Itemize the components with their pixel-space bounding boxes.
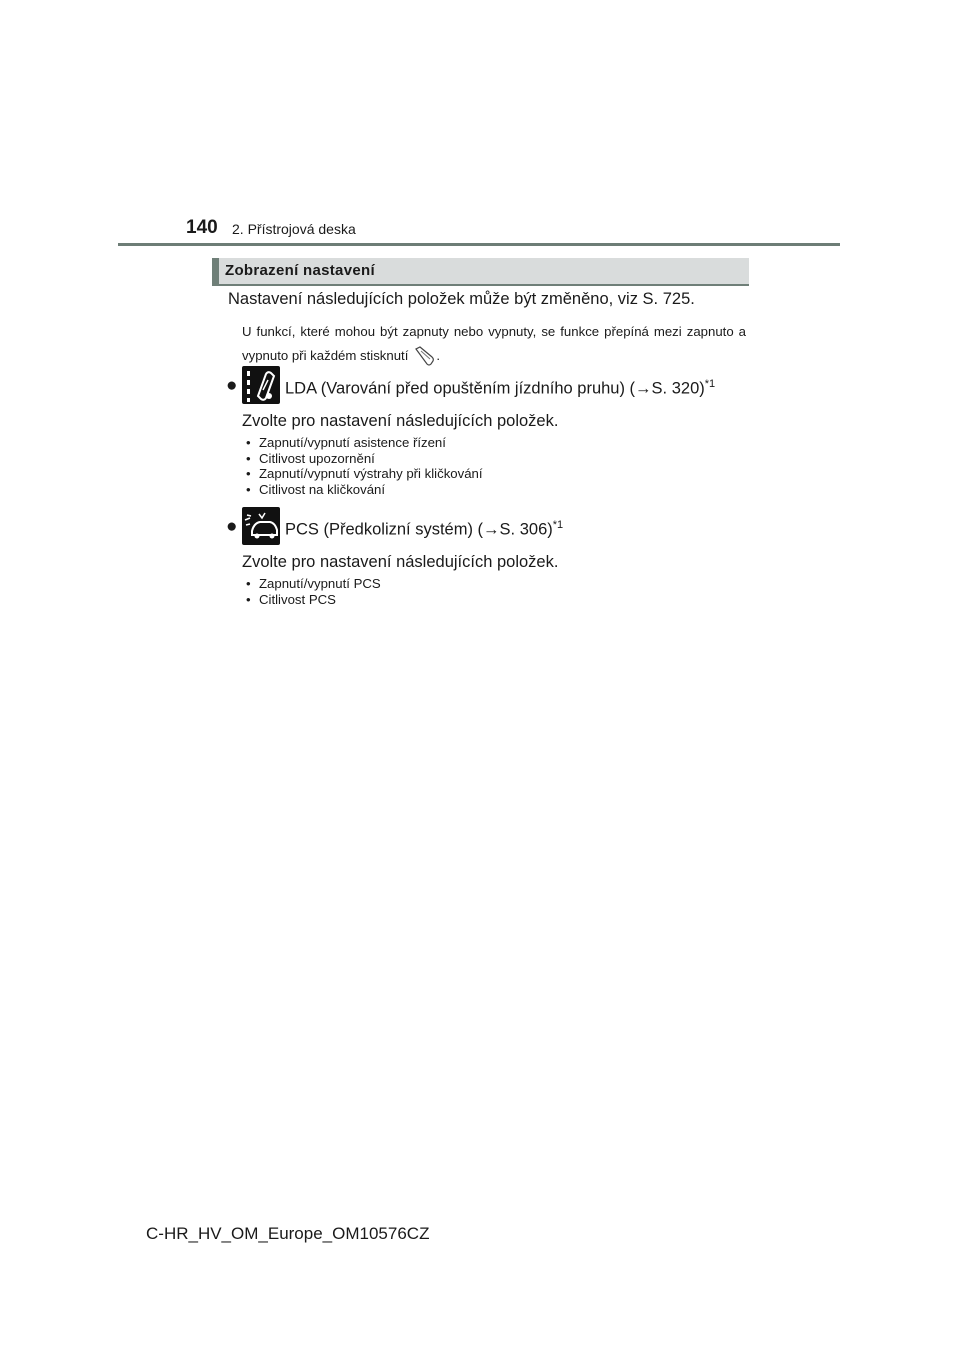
pcs-footnote-marker: *1 xyxy=(552,519,564,531)
lda-lane-departure-icon xyxy=(242,366,280,404)
section-title: Zobrazení nastavení xyxy=(225,262,375,279)
pcs-instruction: Zvolte pro nastavení následujících položek. xyxy=(242,553,559,571)
lda-footnote-marker: *1 xyxy=(704,378,716,390)
lda-title-text: LDA (Varování před opuštěním jízdního pruhu) (→S. 320) xyxy=(285,379,705,398)
chapter-title: 2. Přístrojová deska xyxy=(232,221,356,237)
list-item: • Citlivost PCS xyxy=(244,592,381,608)
steering-switch-icon xyxy=(412,344,436,368)
list-item: • Citlivost na kličkování xyxy=(244,482,483,498)
header-divider xyxy=(118,243,840,246)
list-item: • Zapnutí/vypnutí výstrahy při kličkování xyxy=(244,466,483,482)
page-number: 140 xyxy=(186,217,218,238)
list-item: • Zapnutí/vypnutí asistence řízení xyxy=(244,435,483,451)
note-paragraph xyxy=(242,320,746,368)
pcs-title-text: PCS (Předkolizní systém) (→S. 306) xyxy=(285,520,553,539)
bullet: ● xyxy=(226,516,238,537)
lda-settings-list xyxy=(244,435,483,497)
pcs-pre-collision-icon xyxy=(242,507,280,545)
lda-instruction: Zvolte pro nastavení následujících položek. xyxy=(242,412,559,430)
intro-text: Nastavení následujících položek může být změněno, viz S. 725. xyxy=(228,290,695,308)
pcs-settings-list xyxy=(244,576,381,607)
pcs-feature-title xyxy=(285,519,563,540)
bullet: ● xyxy=(226,375,238,396)
note-text-end: . xyxy=(436,348,441,363)
list-item: • Citlivost upozornění xyxy=(244,451,483,467)
section-heading-tab xyxy=(212,258,219,284)
document-code: C-HR_HV_OM_Europe_OM10576CZ xyxy=(146,1224,430,1243)
list-item: • Zapnutí/vypnutí PCS xyxy=(244,576,381,592)
section-heading xyxy=(212,258,749,286)
lda-feature-title xyxy=(285,378,715,399)
note-text: U funkcí, které mohou být zapnuty nebo vypnuty, se funkce přepíná mezi zapnuto a vypnuto při každém stisknutí xyxy=(242,324,746,363)
